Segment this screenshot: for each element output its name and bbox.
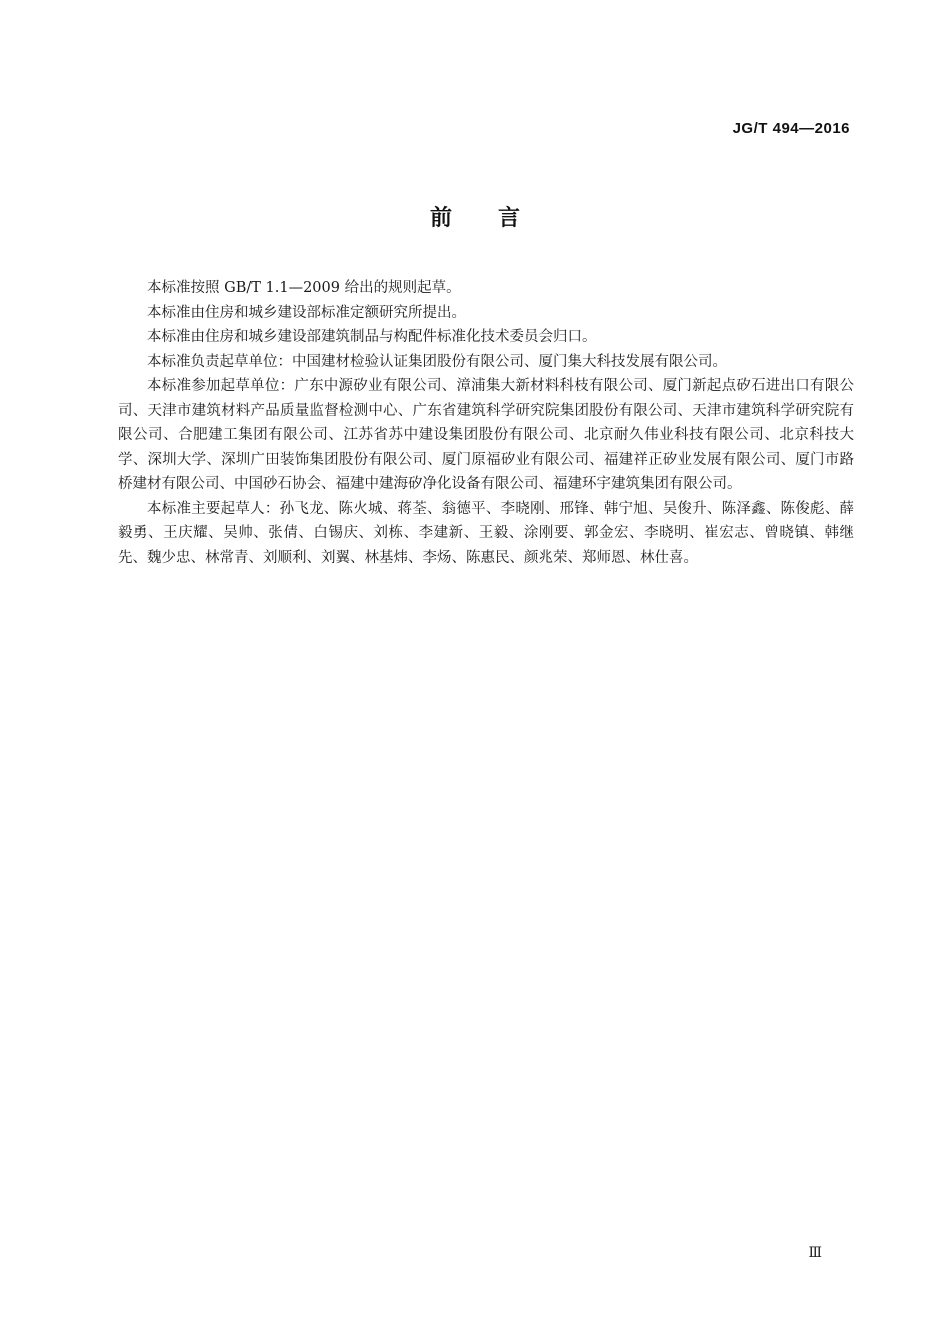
- standard-code: JG/T 494—2016: [732, 120, 850, 137]
- paragraph-under-jurisdiction: 本标准由住房和城乡建设部建筑制品与构配件标准化技术委员会归口。: [147, 329, 597, 345]
- paragraph-responsible-units: 本标准负责起草单位：中国建材检验认证集团股份有限公司、厦门集大科技发展有限公司。: [147, 353, 727, 370]
- page-number: Ⅲ: [808, 1245, 822, 1261]
- paragraph-proposed-by: 本标准由住房和城乡建设部标准定额研究所提出。: [147, 304, 466, 321]
- foreword-body: [118, 276, 854, 570]
- paragraph-drafting-rules: 本标准按照 GB/T 1.1—2009 给出的规则起草。: [147, 280, 461, 296]
- page-title: 前言: [429, 206, 566, 231]
- paragraph-main-drafters: 本标准主要起草人：孙飞龙、陈火城、蒋荃、翁德平、李晓刚、邢锋、韩宁旭、吴俊升、陈泽鑫、陈俊彪、薛毅勇、王庆耀、吴帅、张倩、白锡庆、刘栋、李建新、王毅、涂刚要、郭金宏、李晓明、崔宏志、曾晓镇、韩继先、魏少忠、林常青、刘顺利、刘翼、林基炜、李炀、陈惠民、颜兆荣、郑师恩、林仕喜。: [118, 500, 854, 566]
- paragraph-participating-units: 本标准参加起草单位：广东中源矽业有限公司、漳浦集大新材料科枝有限公司、厦门新起点矽石进出口有限公司、天津市建筑材料产品质量监督检测中心、广东省建筑科学研究院集团股份有限公司、天津市建筑科学研究院有限公司、合肥建工集团有限公司、江苏省苏中建设集团股份有限公司、北京耐久伟业科技有限公司、北京科技大学、深圳大学、深圳广田装饰集团股份有限公司、厦门原福矽业有限公司、福建祥正矽业发展有限公司、厦门市路桥建材有限公司、中国砂石协会、福建中建海矽净化设备有限公司、福建环宇建筑集团有限公司。: [118, 378, 854, 492]
